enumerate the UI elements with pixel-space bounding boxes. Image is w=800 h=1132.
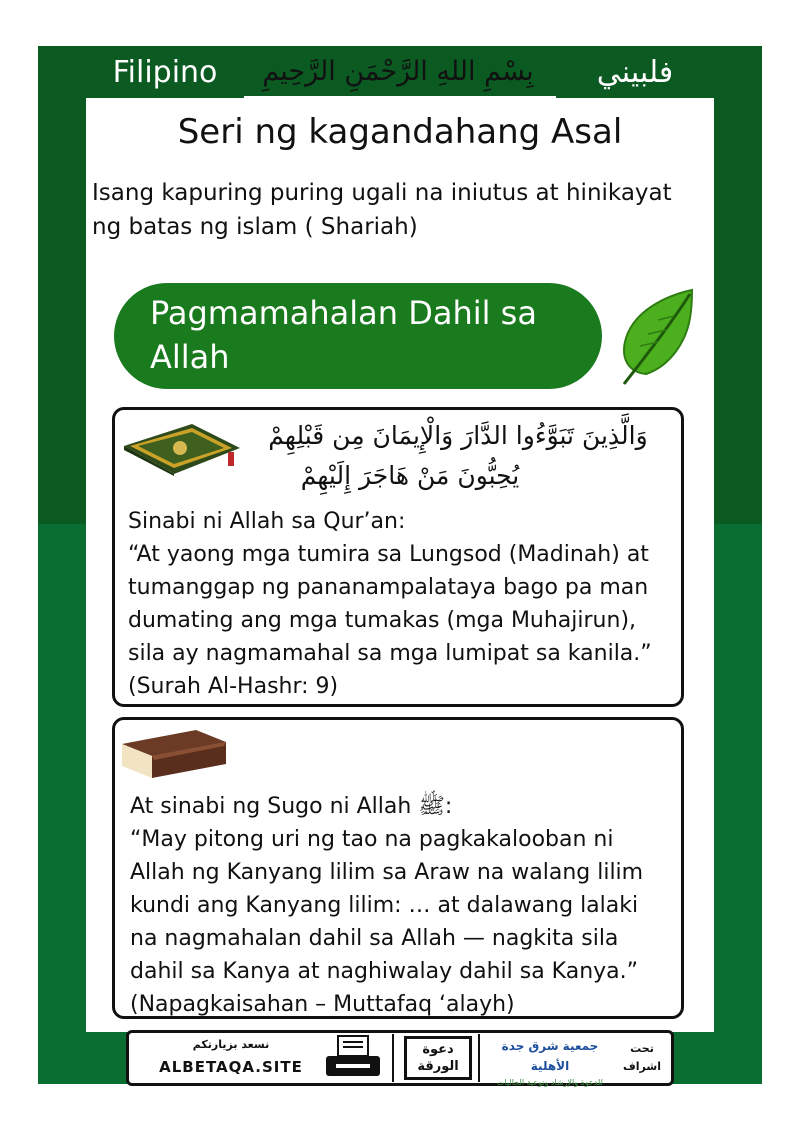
- footer-calligraphy-logo: [404, 1036, 472, 1080]
- quran-intro: Sinabi ni Allah sa Qur’an:: [128, 509, 406, 534]
- topic-title-line1: Pagmamahalan Dahil sa: [150, 294, 537, 332]
- footer-divider: [478, 1034, 480, 1082]
- footer-org-logo: [484, 1036, 616, 1090]
- language-label-arabic: فلبيني: [556, 46, 714, 98]
- quran-line: “At yaong mga tumira sa Lungsod (Madinah) at: [128, 542, 649, 567]
- leaf-icon: [612, 286, 696, 390]
- quran-line: sila ay nagmamahal sa mga lumipat sa kanila.”: [128, 641, 652, 666]
- hadith-line: Allah ng Kanyang lilim sa Araw na walang lilim: [130, 860, 644, 885]
- quran-text: [128, 505, 680, 703]
- hadith-line: “May pitong uri ng tao na pagkakalooban ni: [130, 827, 614, 852]
- page-subtitle: Isang kapuring puring ugali na iniutus at hinikayat ng batas ng islam ( Shariah): [92, 180, 672, 240]
- quran-verse-arabic: [142, 416, 678, 496]
- quran-verse-arabic-line1: وَالَّذِينَ تَبَوَّءُوا الدَّارَ وَالْإِيمَانَ مِن قَبْلِهِمْ: [268, 421, 648, 450]
- printer-icon: [322, 1034, 384, 1082]
- footer-org-tagline: للدعوة والإرشاد وتوعية الجاليات: [496, 1078, 603, 1087]
- hadith-line: kundi ang Kanyang lilim: … at dalawang lalaki: [130, 893, 639, 918]
- quran-line: dumating ang mga tumakas (mga Muhajirun),: [128, 608, 637, 633]
- footer-calligraphy-line2: الورقة: [417, 1059, 459, 1074]
- page-title: Seri ng kagandahang Asal: [177, 112, 623, 152]
- footer-supervision-line2: اشراف: [623, 1060, 661, 1073]
- footer-supervision: [618, 1040, 666, 1076]
- footer-divider: [392, 1034, 394, 1082]
- footer-visit-text: نسعد بزيارتكم: [192, 1038, 270, 1051]
- hadith-line: dahil sa Kanya at naghiwalay dahil sa Kanya.”: [130, 959, 639, 984]
- hadith-book-icon: [118, 726, 230, 782]
- hadith-reference: (Napagkaisahan – Muttafaq ‘alayh): [130, 992, 515, 1017]
- footer-site-link[interactable]: ALBETAQA.SITE: [159, 1058, 303, 1076]
- footer-org-name: جمعية شرق جدة الأهلية: [501, 1039, 599, 1073]
- topic-title-line2: Allah: [150, 338, 230, 376]
- quran-verse-arabic-line2: يُحِبُّونَ مَنْ هَاجَرَ إِلَيْهِمْ: [300, 461, 520, 490]
- quran-line: tumanggap ng pananampalataya bago pa man: [128, 575, 649, 600]
- topic-banner: [114, 283, 602, 389]
- basmala-calligraphy: بِسْمِ اللهِ الرَّحْمَنِ الرَّحِيمِ: [262, 55, 534, 87]
- footer-calligraphy-line1: دعوة: [422, 1042, 454, 1057]
- footer-supervision-line1: تحت: [630, 1042, 654, 1055]
- language-label-filipino: Filipino: [86, 46, 244, 98]
- quran-reference: (Surah Al-Hashr: 9): [128, 674, 339, 699]
- hadith-line: na nagmahalan dahil sa Allah — nagkita sila: [130, 926, 619, 951]
- hadith-text: [130, 790, 682, 1021]
- hadith-intro: At sinabi ng Sugo ni Allah ﷺ:: [130, 794, 453, 819]
